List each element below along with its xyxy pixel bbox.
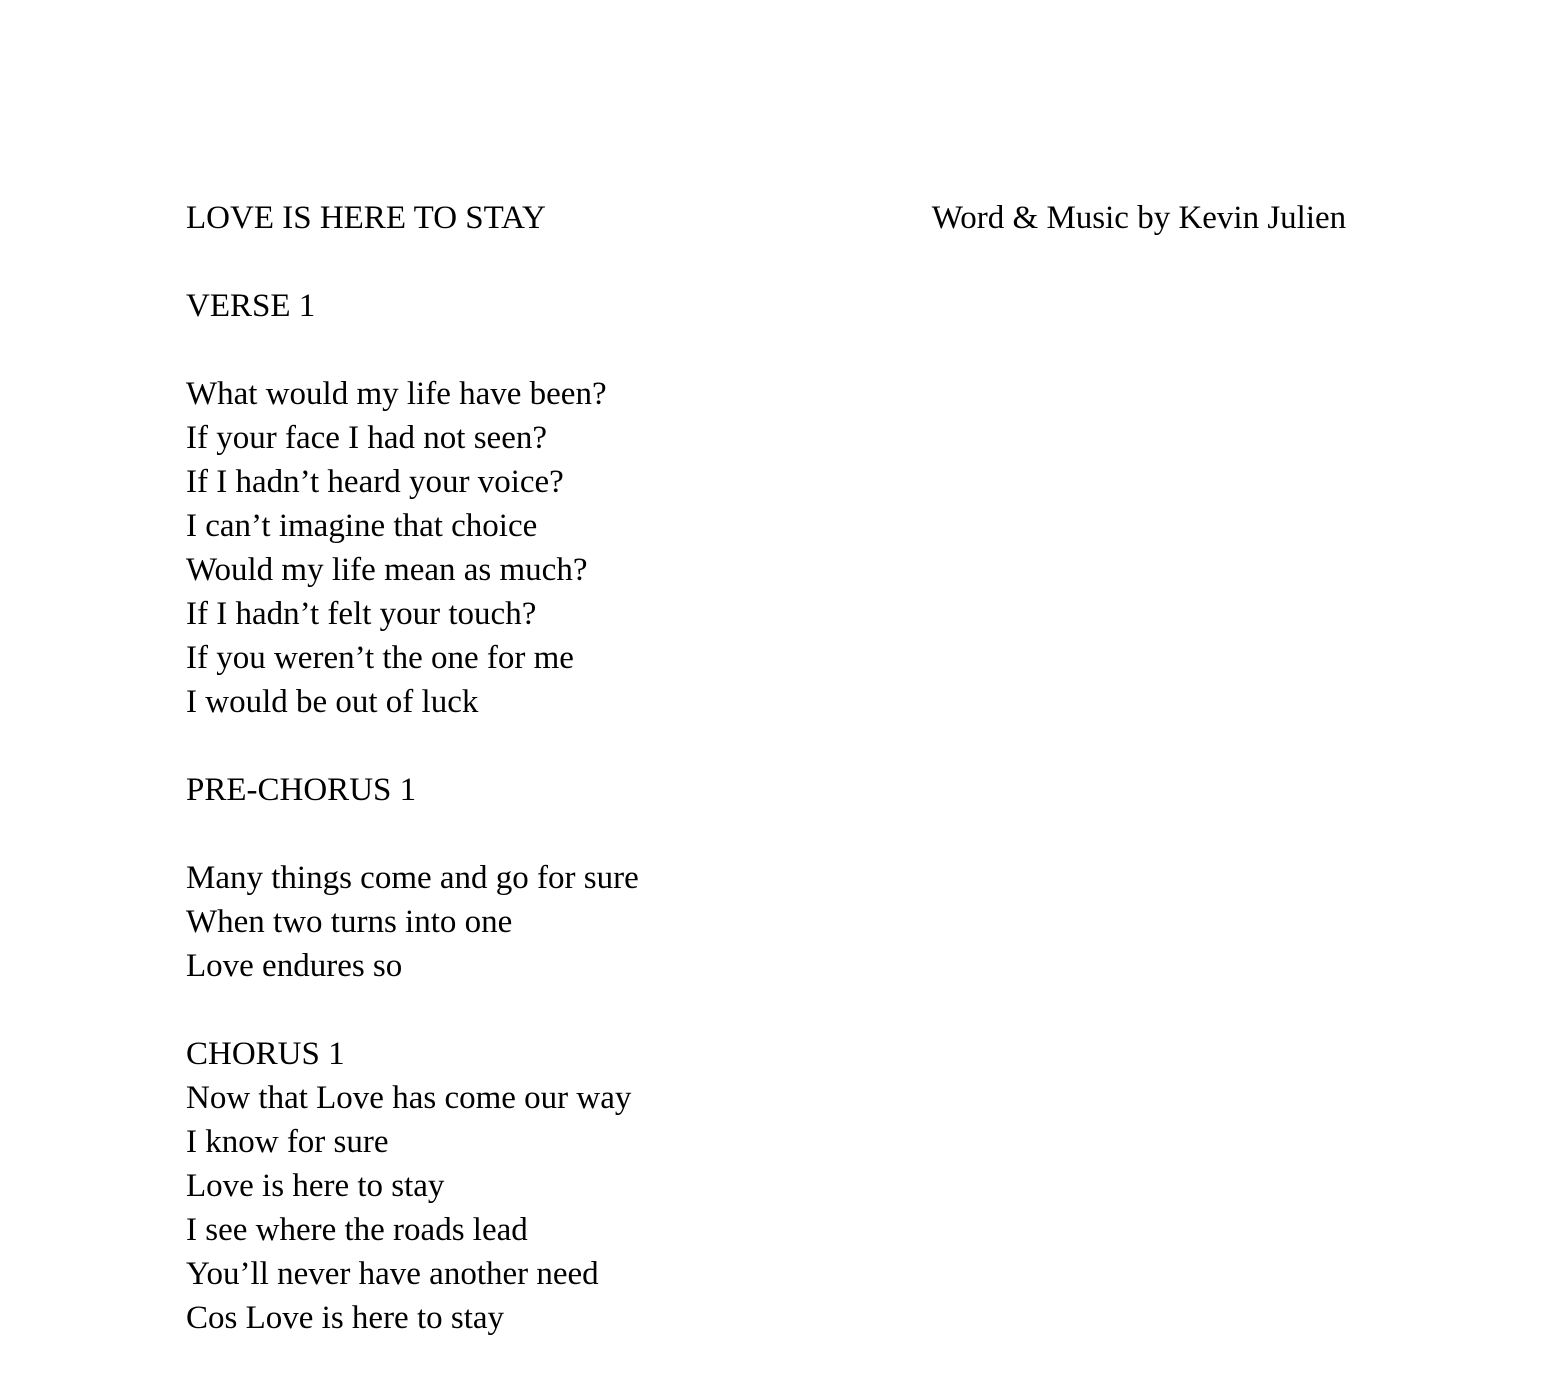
section-verse-1 [186, 284, 1476, 724]
lyric-line: I know for sure [186, 1124, 389, 1160]
lyric-line: You’ll never have another need [186, 1256, 599, 1292]
section-heading: VERSE 1 [186, 288, 316, 324]
section-heading: CHORUS 1 [186, 1036, 345, 1072]
lyric-line: Love is here to stay [186, 1168, 445, 1204]
lyric-line: I would be out of luck [186, 684, 479, 720]
lyric-line: Cos Love is here to stay [186, 1300, 505, 1336]
lyric-line: If you weren’t the one for me [186, 640, 574, 676]
lyric-line: Love endures so [186, 948, 403, 984]
lyric-line: If your face I had not seen? [186, 420, 547, 456]
document-header [186, 196, 1476, 240]
document-body [186, 196, 1476, 1340]
lyric-line: I can’t imagine that choice [186, 508, 538, 544]
lyric-line: What would my life have been? [186, 376, 607, 412]
lyric-block [186, 856, 1476, 988]
lyric-block [186, 372, 1476, 724]
credit-line: Word & Music by Kevin Julien [931, 200, 1347, 236]
section-pre-chorus-1 [186, 768, 1476, 988]
lyric-line: When two turns into one [186, 904, 513, 940]
page-title: LOVE IS HERE TO STAY [186, 200, 546, 236]
section-heading: PRE-CHORUS 1 [186, 772, 417, 808]
lyric-line: I see where the roads lead [186, 1212, 528, 1248]
lyric-line: If I hadn’t felt your touch? [186, 596, 537, 632]
lyric-line: Now that Love has come our way [186, 1080, 632, 1116]
lyric-line: If I hadn’t heard your voice? [186, 464, 564, 500]
lyric-block [186, 1076, 1476, 1340]
section-chorus-1 [186, 1032, 1476, 1340]
lyric-line: Many things come and go for sure [186, 860, 639, 896]
lyric-line: Would my life mean as much? [186, 552, 588, 588]
